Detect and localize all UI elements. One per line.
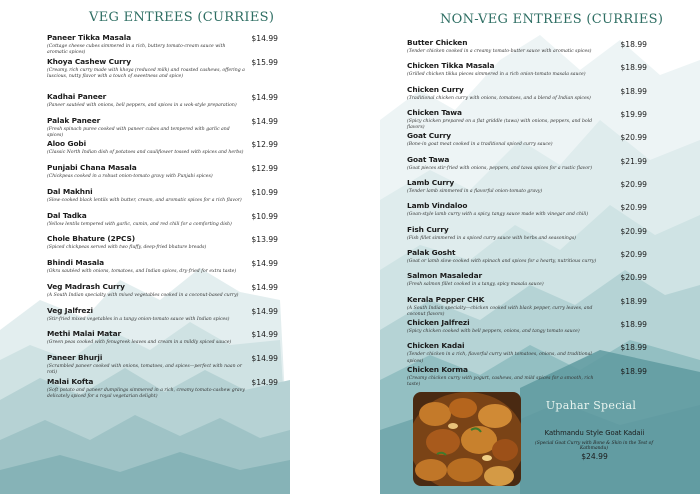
- menu-item-name: Lamb Curry: [407, 178, 455, 188]
- menu-item-price: $14.99: [251, 259, 278, 268]
- menu-item-description: (Traditional chicken curry with onions, tomatoes, and a blend of Indian spices): [407, 95, 591, 101]
- special-name: Kathmandu Style Goat Kadaii: [544, 429, 645, 437]
- menu-item-price: $18.99: [620, 86, 647, 96]
- menu-item: [407, 178, 647, 201]
- menu-item-description: (Chickpeas cooked in a robust onion-tomato gravy with Punjabi spices): [47, 174, 213, 179]
- menu-item: [47, 57, 279, 92]
- menu-item-name: Dal Makhni: [47, 186, 93, 196]
- menu-item-name: Chicken Korma: [407, 364, 468, 374]
- menu-item-name: Fish Curry: [407, 224, 449, 234]
- menu-item-description: (Fish fillet simmered in a spiced curry sauce with herbs and seasonings): [407, 235, 576, 241]
- menu-item-price: $12.99: [251, 140, 278, 150]
- menu-item: [407, 108, 647, 131]
- menu-item-price: $12.99: [251, 164, 278, 173]
- menu-item-name: Dal Tadka: [47, 210, 87, 220]
- menu-item-name: Chicken Jalfrezi: [407, 318, 470, 328]
- menu-item-price: $14.99: [251, 306, 278, 316]
- menu-item: [47, 282, 279, 306]
- menu-item: [47, 353, 279, 377]
- menu-item: [47, 258, 279, 282]
- menu-item-price: $14.99: [251, 330, 278, 340]
- menu-item-price: $19.99: [620, 110, 647, 120]
- menu-item-name: Chicken Tikka Masala: [407, 61, 495, 71]
- menu-item-description: (Goat pieces stir-fried with onions, peppers, and tawa spices for a rustic flavor): [407, 165, 593, 171]
- menu-item-name: Veg Jalfrezi: [47, 305, 93, 315]
- menu-item-description: (Green peas cooked with fenugreek leaves and cream in a mildly spiced sauce): [47, 340, 232, 346]
- menu-item-price: $18.99: [620, 63, 647, 73]
- menu-item-name: Goat Curry: [407, 131, 452, 141]
- menu-item-name: Kadhai Paneer: [47, 91, 107, 101]
- menu-item: [407, 225, 647, 248]
- menu-item-name: Aloo Gobi: [47, 139, 87, 149]
- menu-item-description: (Slow-cooked black lentils with butter, cream, and aromatic spices for a rich flavor): [47, 197, 242, 203]
- menu-item-description: (Bone-in goat meat cooked in a traditional spiced curry sauce): [407, 142, 553, 148]
- nonveg-section-title: NON-VEG ENTREES (CURRIES): [440, 12, 664, 27]
- menu-item-description: (Scrambled paneer cooked with onions, tomatoes, and spices—perfect with naan or roti): [47, 364, 242, 376]
- menu-item: [47, 139, 279, 163]
- special-description: (Special Goat Curry with Bone & Skin in the Test of Kathmandu): [535, 441, 653, 451]
- menu-item: [47, 234, 279, 258]
- menu-item: [407, 131, 647, 154]
- menu-item-price: $21.99: [620, 156, 647, 166]
- menu-item-description: (Stir-fried mixed vegetables in a tangy onion-tomato sauce with Indian spices): [47, 316, 230, 322]
- menu-item-price: $20.99: [620, 250, 647, 260]
- menu-item: [407, 85, 647, 108]
- nonveg-item-list: [407, 38, 647, 388]
- menu-item-name: Salmon Masaledar: [407, 271, 483, 281]
- menu-item: [407, 365, 647, 388]
- menu-item: [407, 155, 647, 178]
- menu-item-description: (Tender chicken in a rich, flavorful curry with tomatoes, onions, and traditional spices): [407, 352, 592, 364]
- menu-item-description: (Creamy chicken curry with yogurt, cashews, and mild spices for a smooth, rich taste): [407, 375, 594, 388]
- menu-item: [407, 38, 647, 61]
- menu-item-description: (Fresh salmon fillet cooked in a tangy, spicy masala sauce): [407, 282, 544, 288]
- menu-item-description: (Okra sautéed with onions, tomatoes, and Indian spices, dry-fried for extra taste): [47, 269, 237, 274]
- menu-item-description: (Tender lamb simmered in a flavorful onion-tomato gravy): [407, 189, 543, 195]
- menu-item-description: (Spicy chicken prepared on a flat griddle (tawa) with onions, peppers, and bold flavors): [407, 119, 593, 131]
- menu-item: [47, 116, 279, 140]
- menu-item-description: (Fresh spinach puree cooked with paneer cubes and tempered with garlic and spices): [47, 126, 230, 138]
- menu-item-price: $14.99: [251, 92, 278, 102]
- menu-item-name: Methi Malai Matar: [47, 329, 122, 339]
- menu-item-price: $18.99: [620, 343, 647, 353]
- menu-item-description: (Goat or lamb slow-cooked with spinach and spices for a hearty, nutritious curry): [407, 259, 597, 265]
- menu-item-price: $18.99: [620, 320, 647, 330]
- menu-item-name: Malai Kofta: [47, 376, 94, 386]
- menu-item-name: Butter Chicken: [407, 38, 468, 47]
- menu-item: [407, 271, 647, 294]
- menu-item-description: (Cottage cheese cubes simmered in a rich, buttery tomato-cream sauce with aromatic spices): [47, 44, 226, 56]
- menu-item-price: $14.99: [251, 377, 278, 387]
- menu-item-price: $14.99: [251, 34, 278, 43]
- goat-kadaii-photo: [413, 392, 521, 486]
- menu-item: [47, 92, 279, 116]
- menu-item: [407, 295, 647, 318]
- menu-item-price: $20.99: [620, 226, 647, 236]
- menu-item-price: $10.99: [251, 211, 278, 221]
- veg-section-title: VEG ENTREES (CURRIES): [89, 10, 275, 25]
- menu-item-price: $20.99: [620, 180, 647, 190]
- menu-item: [47, 211, 279, 235]
- menu-item-description: (Creamy, rich curry made with khoya (reduced milk) and roasted cashews, offering a luscious, nutty flavor with a touch of sweetness and spice): [47, 67, 245, 80]
- menu-item: [407, 341, 647, 364]
- menu-item-name: Lamb Vindaloo: [407, 201, 468, 211]
- menu-item-price: $15.99: [251, 57, 278, 67]
- menu-item-name: Goat Tawa: [407, 154, 450, 164]
- menu-item-name: Palak Paneer: [47, 115, 101, 125]
- special-price: $24.99: [581, 452, 608, 461]
- menu-item-name: Bhindi Masala: [47, 258, 105, 267]
- menu-item: [407, 248, 647, 271]
- menu-item-price: $14.99: [251, 354, 278, 363]
- menu-item-price: $18.99: [620, 296, 647, 306]
- menu-item-name: Paneer Bhurji: [47, 353, 103, 362]
- menu-item-name: Chicken Kadai: [407, 341, 465, 351]
- menu-item-name: Veg Madrash Curry: [47, 281, 125, 291]
- special-title: Upahar Special: [545, 399, 637, 412]
- menu-item-description: (Spicy chicken cooked with bell peppers, onions, and tangy tomato sauce): [407, 329, 580, 335]
- menu-item-price: $10.99: [251, 187, 278, 197]
- menu-item-name: Chole Bhature (2PCS): [47, 234, 135, 244]
- menu-item-name: Khoya Cashew Curry: [47, 56, 131, 66]
- menu-item: [47, 329, 279, 353]
- menu-item: [47, 187, 279, 211]
- menu-item: [47, 163, 279, 187]
- veg-item-list: [47, 33, 279, 401]
- menu-item-name: Paneer Tikka Masala: [47, 33, 132, 42]
- menu-item: [407, 201, 647, 224]
- menu-item-description: (Classic North Indian dish of potatoes and cauliflower tossed with spices and herbs): [47, 150, 244, 156]
- menu-item-description: (Goan-style lamb curry with a spicy, tangy sauce made with vinegar and chili): [407, 212, 589, 218]
- menu-item-description: (A South Indian specialty with mixed vegetables cooked in a coconut-based curry): [47, 292, 239, 298]
- menu-item: [407, 318, 647, 341]
- menu-item-price: $14.99: [251, 116, 278, 126]
- menu-item-name: Chicken Curry: [407, 84, 464, 94]
- menu-item-name: Chicken Tawa: [407, 108, 462, 118]
- menu-item-description: (Paneer sautéed with onions, bell peppers, and spices in a wok-style preparation): [47, 102, 237, 108]
- menu-item: [407, 61, 647, 84]
- menu-item-description: (Tender chicken cooked in a creamy tomato-butter sauce with aromatic spices): [407, 49, 592, 54]
- menu-item: [47, 33, 279, 57]
- menu-item: [47, 377, 279, 401]
- menu-item-name: Punjabi Chana Masala: [47, 163, 137, 172]
- menu-item-description: (Soft potato and paneer dumplings simmered in a rich, creamy tomato-cashew gravy delicately spiced for a royal vegetarian delight): [47, 387, 245, 400]
- menu-item: [47, 306, 279, 330]
- menu-item-price: $20.99: [620, 133, 647, 143]
- menu-item-description: (Yellow lentils tempered with garlic, cumin, and red chili for a comforting dish): [47, 221, 232, 227]
- menu-item-price: $18.99: [620, 40, 647, 49]
- menu-item-description: (Spiced chickpeas served with two fluffy, deep-fried bhature breads): [47, 245, 207, 251]
- menu-item-name: Palak Gosht: [407, 248, 456, 258]
- menu-item-price: $18.99: [620, 366, 647, 376]
- menu-item-price: $14.99: [251, 282, 278, 292]
- menu-item-description: (Grilled chicken tikka pieces simmered in a rich onion-tomato masala sauce): [407, 72, 586, 78]
- menu-item-description: (A South Indian specialty—chicken cooked with black pepper, curry leaves, and coconut flavors): [407, 305, 593, 318]
- menu-item-price: $20.99: [620, 203, 647, 213]
- menu-item-price: $13.99: [251, 235, 278, 245]
- menu-item-name: Kerala Pepper CHK: [407, 294, 485, 304]
- menu-item-price: $20.99: [620, 273, 647, 283]
